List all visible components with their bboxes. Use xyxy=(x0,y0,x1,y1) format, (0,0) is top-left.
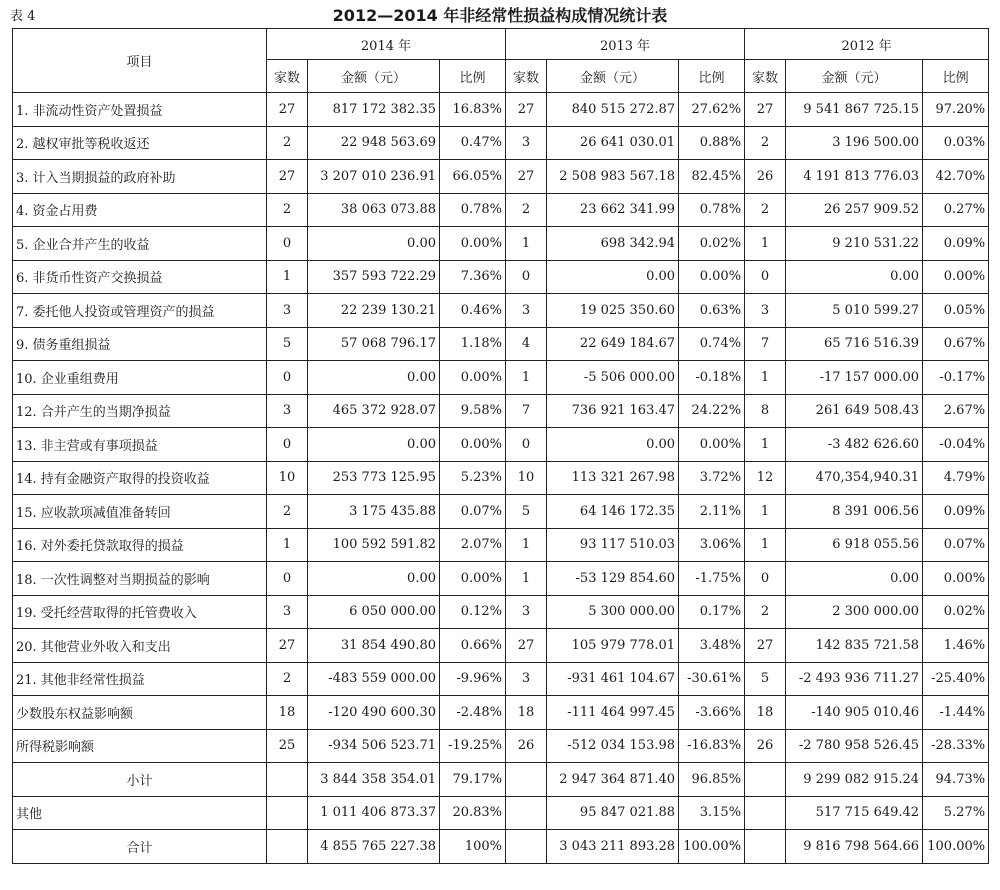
cell-amount: -2 493 936 711.27 xyxy=(786,662,923,696)
cell-ratio: -2.48% xyxy=(440,696,506,730)
header-year-2013: 2013 年 xyxy=(506,29,745,60)
cell-amount: 93 117 510.03 xyxy=(547,528,679,562)
table-row xyxy=(13,394,989,428)
cell-ratio: 0.05% xyxy=(923,294,989,328)
cell-amount: 64 146 172.35 xyxy=(547,495,679,529)
cell-count: 1 xyxy=(506,528,547,562)
cell-amount: 5 010 599.27 xyxy=(786,294,923,328)
cell-count: 0 xyxy=(267,428,308,462)
cell-count: 7 xyxy=(745,327,786,361)
cell-amount: -512 034 153.98 xyxy=(547,729,679,763)
cell-ratio: 0.17% xyxy=(679,595,745,629)
cell-count: 0 xyxy=(506,428,547,462)
cell-count: 27 xyxy=(267,629,308,663)
cell-amount: 817 172 382.35 xyxy=(308,93,440,127)
cell-count: 18 xyxy=(267,696,308,730)
cell-count: 26 xyxy=(745,160,786,194)
cell-ratio: -9.96% xyxy=(440,662,506,696)
cell-count: 2 xyxy=(267,126,308,160)
table-row xyxy=(13,93,989,127)
cell-ratio: 5.27% xyxy=(923,796,989,830)
cell-count: 2 xyxy=(745,193,786,227)
cell-ratio: 0.00% xyxy=(679,428,745,462)
cell-count: 27 xyxy=(745,629,786,663)
header-year-2012: 2012 年 xyxy=(745,29,989,60)
cell-ratio: 0.00% xyxy=(679,260,745,294)
cell-ratio: 16.83% xyxy=(440,93,506,127)
cell-count: 18 xyxy=(745,696,786,730)
table-row xyxy=(13,461,989,495)
cell-amount: 19 025 350.60 xyxy=(547,294,679,328)
cell-amount: 9 210 531.22 xyxy=(786,227,923,261)
cell-ratio: 20.83% xyxy=(440,796,506,830)
cell-count: 7 xyxy=(506,394,547,428)
cell-amount: 0.00 xyxy=(547,428,679,462)
cell-amount: 95 847 021.88 xyxy=(547,796,679,830)
cell-ratio: 5.23% xyxy=(440,461,506,495)
cell-amount: -2 780 958 526.45 xyxy=(786,729,923,763)
table-row xyxy=(13,662,989,696)
row-item-label: 13. 非主营或有事项损益 xyxy=(13,428,267,462)
cell-ratio: 0.00% xyxy=(923,260,989,294)
cell-amount: 9 541 867 725.15 xyxy=(786,93,923,127)
cell-count: 5 xyxy=(745,662,786,696)
cell-ratio: 3.06% xyxy=(679,528,745,562)
cell-amount: 4 855 765 227.38 xyxy=(308,830,440,864)
cell-count: 0 xyxy=(267,361,308,395)
cell-amount: -934 506 523.71 xyxy=(308,729,440,763)
cell-count: 3 xyxy=(267,294,308,328)
cell-ratio: 0.09% xyxy=(923,227,989,261)
cell-count: 0 xyxy=(745,562,786,596)
table-row xyxy=(13,629,989,663)
cell-count: 10 xyxy=(267,461,308,495)
row-item-label: 9. 债务重组损益 xyxy=(13,327,267,361)
cell-amount: 6 050 000.00 xyxy=(308,595,440,629)
cell-ratio: 2.67% xyxy=(923,394,989,428)
cell-count: 3 xyxy=(506,294,547,328)
cell-count xyxy=(267,796,308,830)
cell-ratio: 0.09% xyxy=(923,495,989,529)
cell-ratio: 0.88% xyxy=(679,126,745,160)
cell-ratio: 0.27% xyxy=(923,193,989,227)
cell-ratio: 1.46% xyxy=(923,629,989,663)
cell-ratio: 0.07% xyxy=(440,495,506,529)
header-count: 家数 xyxy=(745,60,786,93)
cell-amount: 3 043 211 893.28 xyxy=(547,830,679,864)
cell-amount: 357 593 722.29 xyxy=(308,260,440,294)
cell-amount: -140 905 010.46 xyxy=(786,696,923,730)
cell-count xyxy=(506,763,547,797)
cell-amount: 253 773 125.95 xyxy=(308,461,440,495)
header-ratio: 比例 xyxy=(440,60,506,93)
cell-amount: 0.00 xyxy=(786,260,923,294)
cell-amount: 3 207 010 236.91 xyxy=(308,160,440,194)
cell-amount: 5 300 000.00 xyxy=(547,595,679,629)
cell-ratio: 0.07% xyxy=(923,528,989,562)
cell-amount: 38 063 073.88 xyxy=(308,193,440,227)
cell-amount: -483 559 000.00 xyxy=(308,662,440,696)
header-ratio: 比例 xyxy=(679,60,745,93)
cell-ratio: 66.05% xyxy=(440,160,506,194)
cell-ratio: 4.79% xyxy=(923,461,989,495)
header-count: 家数 xyxy=(267,60,308,93)
cell-count: 5 xyxy=(506,495,547,529)
cell-count: 10 xyxy=(506,461,547,495)
table-row xyxy=(13,294,989,328)
row-item-label: 16. 对外委托贷款取得的损益 xyxy=(13,528,267,562)
cell-count: 27 xyxy=(745,93,786,127)
cell-count: 4 xyxy=(506,327,547,361)
cell-count: 25 xyxy=(267,729,308,763)
table-row xyxy=(13,327,989,361)
cell-amount: 0.00 xyxy=(547,260,679,294)
cell-ratio: 24.22% xyxy=(679,394,745,428)
table-caption: 表 4 xyxy=(10,9,36,24)
cell-count xyxy=(745,763,786,797)
cell-amount: 840 515 272.87 xyxy=(547,93,679,127)
cell-count: 26 xyxy=(745,729,786,763)
table-row xyxy=(13,260,989,294)
cell-ratio: 0.00% xyxy=(440,562,506,596)
cell-ratio: 0.00% xyxy=(440,227,506,261)
header-count: 家数 xyxy=(506,60,547,93)
cell-ratio: 97.20% xyxy=(923,93,989,127)
cell-count: 1 xyxy=(745,361,786,395)
table-row xyxy=(13,428,989,462)
cell-ratio: 7.36% xyxy=(440,260,506,294)
cell-ratio: 42.70% xyxy=(923,160,989,194)
cell-count: 1 xyxy=(745,428,786,462)
cell-count: 3 xyxy=(267,595,308,629)
cell-ratio: 0.67% xyxy=(923,327,989,361)
cell-count: 1 xyxy=(506,227,547,261)
cell-amount: 3 196 500.00 xyxy=(786,126,923,160)
cell-ratio: 0.12% xyxy=(440,595,506,629)
cell-count: 0 xyxy=(267,227,308,261)
row-item-label: 4. 资金占用费 xyxy=(13,193,267,227)
cell-ratio: 0.00% xyxy=(440,428,506,462)
cell-ratio: 94.73% xyxy=(923,763,989,797)
cell-count: 1 xyxy=(745,495,786,529)
cell-ratio: 3.72% xyxy=(679,461,745,495)
cell-ratio: 9.58% xyxy=(440,394,506,428)
cell-amount: 2 300 000.00 xyxy=(786,595,923,629)
cell-count: 18 xyxy=(506,696,547,730)
table-row xyxy=(13,796,989,830)
cell-amount: 105 979 778.01 xyxy=(547,629,679,663)
cell-amount: 23 662 341.99 xyxy=(547,193,679,227)
cell-amount: 0.00 xyxy=(308,562,440,596)
cell-amount: 0.00 xyxy=(786,562,923,596)
cell-ratio: -1.44% xyxy=(923,696,989,730)
cell-count xyxy=(267,763,308,797)
cell-amount: 113 321 267.98 xyxy=(547,461,679,495)
cell-ratio: 0.00% xyxy=(923,562,989,596)
cell-amount: -3 482 626.60 xyxy=(786,428,923,462)
cell-count: 27 xyxy=(506,160,547,194)
table-row xyxy=(13,595,989,629)
cell-count xyxy=(745,796,786,830)
cell-ratio: 82.45% xyxy=(679,160,745,194)
header-year-2014: 2014 年 xyxy=(267,29,506,60)
cell-ratio: 0.74% xyxy=(679,327,745,361)
cell-count: 0 xyxy=(745,260,786,294)
table-row xyxy=(13,160,989,194)
cell-amount: 100 592 591.82 xyxy=(308,528,440,562)
cell-count: 27 xyxy=(267,160,308,194)
row-item-label: 3. 计入当期损益的政府补助 xyxy=(13,160,267,194)
cell-count: 3 xyxy=(506,126,547,160)
cell-count xyxy=(745,830,786,864)
cell-amount: 3 175 435.88 xyxy=(308,495,440,529)
header-ratio: 比例 xyxy=(923,60,989,93)
cell-amount: 0.00 xyxy=(308,428,440,462)
cell-ratio: 0.46% xyxy=(440,294,506,328)
row-item-label: 18. 一次性调整对当期损益的影响 xyxy=(13,562,267,596)
cell-amount: 26 257 909.52 xyxy=(786,193,923,227)
cell-ratio: 96.85% xyxy=(679,763,745,797)
cell-count: 2 xyxy=(745,595,786,629)
cell-count: 1 xyxy=(745,227,786,261)
cell-count: 5 xyxy=(267,327,308,361)
cell-amount: 470,354,940.31 xyxy=(786,461,923,495)
row-item-label: 20. 其他营业外收入和支出 xyxy=(13,629,267,663)
cell-amount: 8 391 006.56 xyxy=(786,495,923,529)
cell-count xyxy=(267,830,308,864)
cell-count: 0 xyxy=(506,260,547,294)
cell-count: 3 xyxy=(267,394,308,428)
table-row xyxy=(13,126,989,160)
table-row xyxy=(13,562,989,596)
row-item-label: 15. 应收款项减值准备转回 xyxy=(13,495,267,529)
row-item-label: 合计 xyxy=(13,830,267,864)
cell-amount: 65 716 516.39 xyxy=(786,327,923,361)
cell-ratio: -25.40% xyxy=(923,662,989,696)
cell-ratio: 100.00% xyxy=(679,830,745,864)
header-amount: 金额（元） xyxy=(547,60,679,93)
cell-amount: 4 191 813 776.03 xyxy=(786,160,923,194)
cell-amount: 22 948 563.69 xyxy=(308,126,440,160)
cell-amount: 698 342.94 xyxy=(547,227,679,261)
cell-ratio: 0.03% xyxy=(923,126,989,160)
cell-count: 1 xyxy=(506,361,547,395)
row-item-label: 2. 越权审批等税收返还 xyxy=(13,126,267,160)
cell-count: 2 xyxy=(267,495,308,529)
cell-ratio: 100% xyxy=(440,830,506,864)
cell-count: 27 xyxy=(506,629,547,663)
cell-count: 1 xyxy=(267,528,308,562)
table-row xyxy=(13,361,989,395)
cell-ratio: 0.02% xyxy=(679,227,745,261)
cell-ratio: 0.00% xyxy=(440,361,506,395)
cell-amount: 31 854 490.80 xyxy=(308,629,440,663)
cell-ratio: -0.17% xyxy=(923,361,989,395)
cell-amount: 517 715 649.42 xyxy=(786,796,923,830)
header-item: 项目 xyxy=(13,29,267,93)
row-item-label: 小计 xyxy=(13,763,267,797)
cell-ratio: -0.18% xyxy=(679,361,745,395)
cell-amount: 57 068 796.17 xyxy=(308,327,440,361)
cell-amount: 2 508 983 567.18 xyxy=(547,160,679,194)
cell-amount: 6 918 055.56 xyxy=(786,528,923,562)
cell-ratio: -1.75% xyxy=(679,562,745,596)
cell-ratio: 2.07% xyxy=(440,528,506,562)
cell-count: 2 xyxy=(745,126,786,160)
cell-ratio: 0.47% xyxy=(440,126,506,160)
cell-amount: 9 816 798 564.66 xyxy=(786,830,923,864)
row-item-label: 7. 委托他人投资或管理资产的损益 xyxy=(13,294,267,328)
table-row xyxy=(13,729,989,763)
cell-amount: -120 490 600.30 xyxy=(308,696,440,730)
row-item-label: 21. 其他非经常性损益 xyxy=(13,662,267,696)
row-item-label: 少数股东权益影响额 xyxy=(13,696,267,730)
row-item-label: 19. 受托经营取得的托管费收入 xyxy=(13,595,267,629)
cell-count: 27 xyxy=(506,93,547,127)
statistics-table xyxy=(12,28,989,864)
cell-amount: 26 641 030.01 xyxy=(547,126,679,160)
cell-count: 12 xyxy=(745,461,786,495)
cell-amount: 22 239 130.21 xyxy=(308,294,440,328)
row-item-label: 12. 合并产生的当期净损益 xyxy=(13,394,267,428)
cell-amount: -17 157 000.00 xyxy=(786,361,923,395)
cell-amount: 3 844 358 354.01 xyxy=(308,763,440,797)
cell-amount: 261 649 508.43 xyxy=(786,394,923,428)
row-item-label: 其他 xyxy=(13,796,267,830)
table-row xyxy=(13,696,989,730)
row-item-label: 1. 非流动性资产处置损益 xyxy=(13,93,267,127)
cell-count xyxy=(506,796,547,830)
cell-count: 3 xyxy=(745,294,786,328)
cell-ratio: -30.61% xyxy=(679,662,745,696)
cell-count: 2 xyxy=(506,193,547,227)
cell-amount: -5 506 000.00 xyxy=(547,361,679,395)
table-row xyxy=(13,495,989,529)
cell-count: 1 xyxy=(745,528,786,562)
cell-count: 0 xyxy=(267,562,308,596)
row-item-label: 所得税影响额 xyxy=(13,729,267,763)
table-row xyxy=(13,193,989,227)
cell-ratio: 0.63% xyxy=(679,294,745,328)
row-item-label: 6. 非货币性资产交换损益 xyxy=(13,260,267,294)
cell-ratio: 0.02% xyxy=(923,595,989,629)
cell-ratio: 3.48% xyxy=(679,629,745,663)
cell-count: 27 xyxy=(267,93,308,127)
cell-ratio: 100.00% xyxy=(923,830,989,864)
cell-ratio: 79.17% xyxy=(440,763,506,797)
cell-ratio: 0.78% xyxy=(679,193,745,227)
cell-ratio: -3.66% xyxy=(679,696,745,730)
header-amount: 金额（元） xyxy=(308,60,440,93)
table-row xyxy=(13,528,989,562)
cell-amount: -931 461 104.67 xyxy=(547,662,679,696)
cell-count: 1 xyxy=(267,260,308,294)
header-amount: 金额（元） xyxy=(786,60,923,93)
cell-ratio: 27.62% xyxy=(679,93,745,127)
cell-ratio: 3.15% xyxy=(679,796,745,830)
cell-ratio: 2.11% xyxy=(679,495,745,529)
cell-count: 3 xyxy=(506,595,547,629)
cell-amount: 0.00 xyxy=(308,361,440,395)
cell-count: 2 xyxy=(267,193,308,227)
cell-ratio: -0.04% xyxy=(923,428,989,462)
cell-amount: 142 835 721.58 xyxy=(786,629,923,663)
cell-amount: 736 921 163.47 xyxy=(547,394,679,428)
cell-count: 8 xyxy=(745,394,786,428)
cell-count: 1 xyxy=(506,562,547,596)
table-row xyxy=(13,763,989,797)
cell-count xyxy=(506,830,547,864)
cell-ratio: 1.18% xyxy=(440,327,506,361)
table-row xyxy=(13,227,989,261)
cell-amount: 1 011 406 873.37 xyxy=(308,796,440,830)
cell-ratio: -28.33% xyxy=(923,729,989,763)
cell-ratio: -19.25% xyxy=(440,729,506,763)
cell-ratio: 0.66% xyxy=(440,629,506,663)
cell-ratio: 0.78% xyxy=(440,193,506,227)
cell-count: 26 xyxy=(506,729,547,763)
row-item-label: 10. 企业重组费用 xyxy=(13,361,267,395)
cell-amount: 9 299 082 915.24 xyxy=(786,763,923,797)
cell-count: 2 xyxy=(267,662,308,696)
table-title: 2012—2014 年非经常性损益构成情况统计表 xyxy=(332,6,668,25)
cell-amount: 465 372 928.07 xyxy=(308,394,440,428)
row-item-label: 5. 企业合并产生的收益 xyxy=(13,227,267,261)
cell-amount: -53 129 854.60 xyxy=(547,562,679,596)
row-item-label: 14. 持有金融资产取得的投资收益 xyxy=(13,461,267,495)
table-row xyxy=(13,830,989,864)
cell-ratio: -16.83% xyxy=(679,729,745,763)
cell-amount: 2 947 364 871.40 xyxy=(547,763,679,797)
cell-amount: 0.00 xyxy=(308,227,440,261)
cell-count: 3 xyxy=(506,662,547,696)
cell-amount: 22 649 184.67 xyxy=(547,327,679,361)
cell-amount: -111 464 997.45 xyxy=(547,696,679,730)
